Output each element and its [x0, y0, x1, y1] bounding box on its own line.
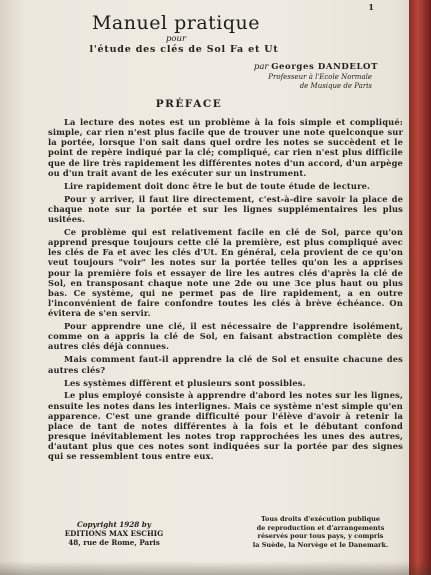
rights-line3: réservés pour tous pays, y compris: [257, 532, 384, 540]
paragraph: Lire rapidement doit donc être le but de toute étude de lecture.: [64, 180, 371, 191]
paragraph: Ce problème qui est relativement facile en clé de Sol, parce qu'on apprend presque toujours cette clé la première, est plus compliqué avec les clés de Fa et avec les clés d'Ut. En général, cela provient de ce qu'on veut toujours "voir" les notes sur la portée telles qu'on les a apprises pour la première fois et essayer de lire les autres clés d'après la clé de Sol, en transposant chaque note une 2de ou une 3ce plus haut ou plus bas. Ce système, qui ne permet pas de lire rapidement, a en outre l'inconvénient de faire confondre toutes les clés à brève échéance. On évitera de s'en servir.: [48, 226, 403, 319]
preface-body: [48, 117, 403, 464]
page-shadow: [0, 561, 431, 575]
author-title-line2: de Musique de Paris: [299, 82, 372, 90]
document-subtitle: l'étude des clés de Sol Fa et Ut: [89, 44, 279, 55]
section-heading: PRÉFACE: [155, 98, 223, 110]
rights-line1: Tous droits d'exécution publique: [260, 515, 381, 523]
title-pour: pour: [165, 34, 187, 44]
paragraph: Les systèmes diffèrent et plusieurs sont possibles.: [64, 377, 306, 388]
copyright-line: Copyright 1928 by: [76, 520, 152, 529]
publisher-name: EDITIONS MAX ESCHIG: [64, 529, 164, 538]
paragraph: Pour apprendre une clé, il est nécessaire de l'apprendre isolément, comme on a appris la clé de Sol, en faisant abstraction complète des autres clés déjà connues.: [48, 321, 403, 352]
document-title: Manuel pratique: [91, 12, 261, 34]
publisher-address: 48, rue de Rome, Paris: [68, 538, 160, 547]
page-number: 1: [368, 2, 374, 12]
document-page: [6, 0, 408, 575]
copyright-block: [34, 520, 194, 547]
author-name: Georges DANDELOT: [271, 62, 378, 72]
red-book-spine: [409, 0, 431, 575]
paragraph: Le plus employé consiste à apprendre d'abord les notes sur les lignes, ensuite les notes dans les interlignes. Mais ce système n'est simple qu'en apparence. C'est une grande difficulté pour l'élève d'avoir à retenir la place de tant de notes différentes à la fois et le débutant confond presque inévitablement les notes trop rapprochées les unes des autres, d'autant plus que ces notes sont indiquées sur la portée par des signes qui se ressemblent tous entre eux.: [48, 390, 403, 462]
author-title-line1: Professeur à l'Ecole Normale: [268, 72, 372, 81]
author-par: par: [253, 62, 269, 72]
paragraph: La lecture des notes est un problème à la fois simple et compliqué: simple, car rien n'est plus facile que de trouver une note quelconque sur la portée, lorsque l'on sait dans quel ordre les notes se succèdent et le point de repère indiqué par la clé; compliqué, car rien n'est plus difficile que de lire très rapidement les différentes notes d'un accord, d'un arpège ou d'un trait avant de les exécuter sur un instrument.: [48, 117, 403, 178]
author-block: [178, 63, 378, 92]
rights-line2: de reproduction et d'arrangements: [256, 523, 385, 532]
rights-notice: [238, 515, 403, 549]
paragraph: Pour y arriver, il faut lire directement, c'est-à-dire savoir la place de chaque note sur la portée et sur les lignes supplémentaires les plus usitées.: [48, 193, 403, 224]
paragraph: Mais comment faut-il apprendre la clé de Sol et ensuite chacune des autres clés?: [48, 354, 403, 375]
rights-line4: la Suède, la Norvège et le Danemark.: [252, 540, 389, 549]
